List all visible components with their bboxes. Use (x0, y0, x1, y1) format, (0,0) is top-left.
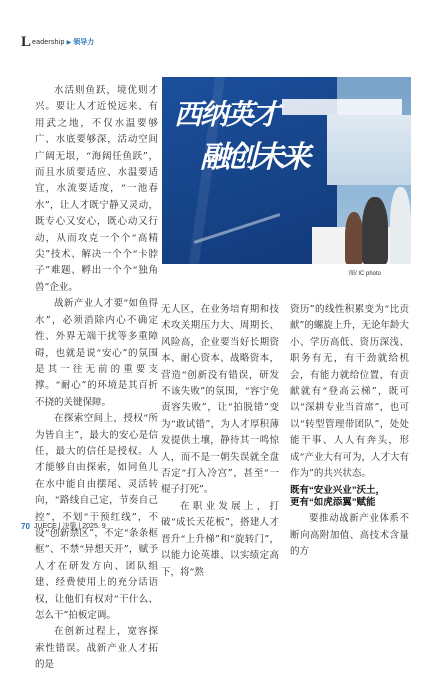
paragraph: 资历”的线性积累变为“比贡献”的螺旋上升，无论年龄大小、学历高低、资历深浅、职务有无，有干劲就给机会，有能力就给位置，有贡献就有“登高云梯”，既可以“深耕专业当首席”，也可以“转型管理带团队”，处处能干事、人人有奔头，形成“产业大有可为，人才大有作为”的共兴状态。 (290, 304, 409, 480)
article-photo (162, 77, 411, 264)
event-banner (282, 99, 402, 115)
subheading-line-2: 更有“如虎添翼”赋能 (290, 497, 376, 509)
section-title: 领导力 (73, 39, 95, 46)
article-column-3 (290, 302, 409, 561)
paragraph: 战新产业人才要“如鱼得水”，必须消除内心不确定性、外界无端干扰等多重障碍，也就是说“安心”的氛围是其一往无前的重要支撑。“耐心”的环境是其百折不挠的关键保障。 (35, 298, 158, 408)
paragraph: 在创新过程上，宽容探索性错误。战新产业人才拓的是 (35, 626, 158, 671)
calligraphy-line-1: 西纳英才 (174, 98, 279, 131)
photo-caption: 图/ IC photo (349, 271, 382, 277)
article-column-2 (161, 302, 279, 581)
page-footer (21, 521, 106, 531)
attendee-figure (362, 197, 388, 264)
attendee-figure (390, 187, 411, 264)
section-name: eadership (32, 38, 65, 46)
section-header (21, 34, 94, 50)
triangle-arrow-icon: ▶ (66, 39, 72, 46)
subheading (290, 485, 409, 509)
exhibition-hall (327, 115, 411, 185)
magazine-info: JUECE | 决策 | 2025. 9 (33, 523, 106, 530)
subheading-line-1: 既有“安业兴业”沃土， (290, 485, 386, 497)
paragraph: 要推动战新产业体系不断向高附加值、高技术含量的方 (290, 513, 409, 558)
paragraph: 水活则鱼跃，境优则才兴。要让人才近悦远来、有用武之地，不仅水温要够广、水底要够深，活动空间广阔无垠，“海阔任鱼跃”，而且水质要适应、水温要适宜，水流要适度，“一池春水”，让人才既宁静又灵动，既专心又安心，既心动又行动，从而攻克一个个“高精尖”技术、解决一个个“卡脖子”难题、孵出一个个“独角兽”企业。 (35, 85, 158, 293)
paragraph: 无人区，在业务培育期和技术攻关期压力大、周期长、风险高，企业要当好长期资本、耐心资本、战略资本，营造“创新没有错误，研发不该失败”的氛围，“容宁免责容失败”，让“拍脱错”变为“敢试错”，为人才厚积薄发提供土壤，静待其一鸣惊人，而不是一朝失误就全盘否定“打入冷宫”，甚至“一棍子打死”。 (161, 304, 279, 496)
article-column-1 (35, 83, 158, 674)
calligraphy-line-2: 融创未来 (200, 140, 308, 175)
attendee-figure (345, 212, 363, 264)
paragraph: 在职业发展上，打破“成长天花板”，搭建人才晋升“上升梯”和“旋转门”，以能力论英雄、以实绩定高下，将“熬 (161, 500, 279, 578)
section-initial: L (21, 33, 32, 50)
page-number: 70 (21, 521, 30, 531)
paragraph: 在探索空间上，授权“所为皆自主”，最大的安心是信任，最大的信任是授权。人才能够自由探索，如同鱼儿在水中能自由摆尾、灵活转向，“路线自己定，节奏自己控”，不划“干预红线”，不设“创新禁区”，不定“条条框框”、不禁“异想天开”，赋予人才在研发方向、团队组建、经费使用上的充分话语权，让他们有权对“干什么、怎么干”拍板定调。 (35, 413, 158, 621)
